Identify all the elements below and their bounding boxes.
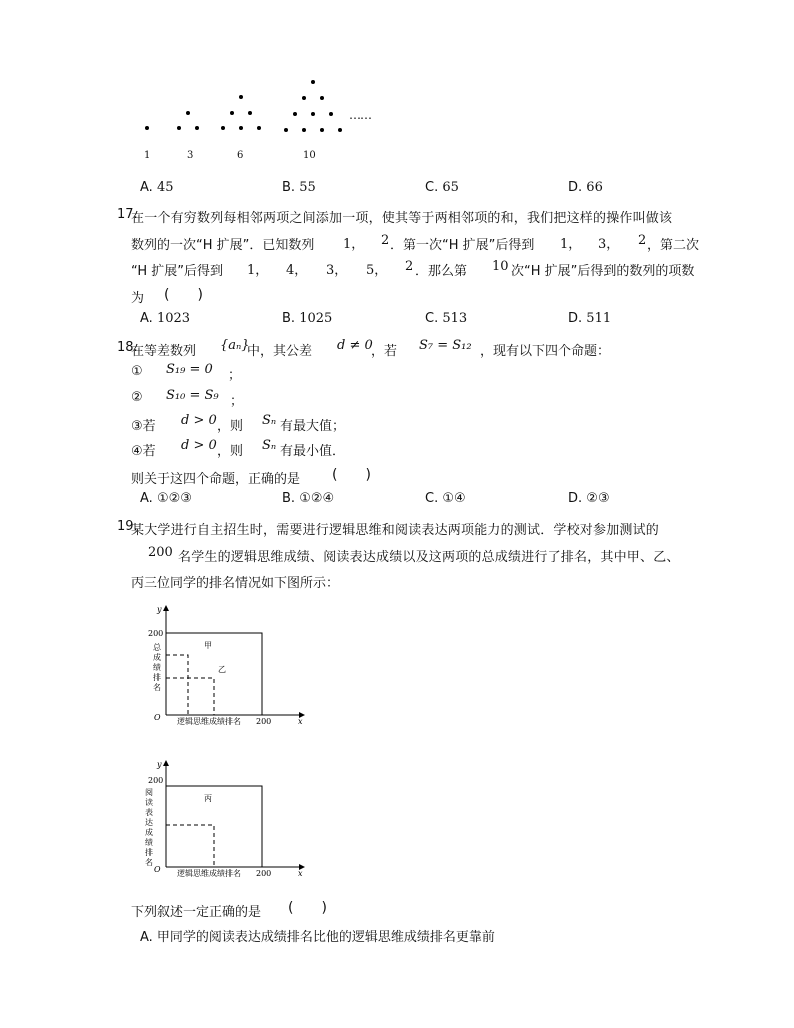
question-text: 数列的一次“H 扩展”．已知数列 xyxy=(131,238,315,253)
dot xyxy=(284,128,288,132)
question-text: 在等差数列 xyxy=(131,344,197,359)
option-a[interactable] xyxy=(140,311,190,326)
question-text: ，第二次 xyxy=(647,238,700,253)
option-letter: D. xyxy=(568,180,583,195)
question-text: 名学生的逻辑思维成绩、阅读表达成绩以及这两项的总成绩进行了排名，其中甲、乙、 xyxy=(178,550,680,565)
math-expr: Sₙ xyxy=(262,413,277,428)
question-text: ．第一次“H 扩展”后得到 xyxy=(390,238,535,253)
option-value: 45 xyxy=(156,180,174,195)
math-expr: {aₙ} xyxy=(220,338,250,353)
option-d[interactable] xyxy=(568,491,610,506)
dot xyxy=(302,128,306,132)
guide-lines-jia xyxy=(166,655,188,715)
question-text: 某大学进行自主招生时，需要进行逻辑思维和阅读表达两项能力的测试．学校对参加测试的 xyxy=(131,523,660,538)
y-label-char: 绩 xyxy=(153,663,161,672)
dot xyxy=(338,128,342,132)
dot xyxy=(239,95,243,99)
item-tail: 有最小值． xyxy=(280,444,346,459)
question-text: ．那么第 xyxy=(415,264,468,279)
option-letter: A. xyxy=(140,491,153,506)
question-number: 19. xyxy=(117,519,138,534)
seq-term: 4， xyxy=(286,263,308,278)
figure-label: 10 xyxy=(303,150,316,161)
y-axis-name: y xyxy=(157,760,162,769)
dot xyxy=(302,96,306,100)
item-tail: 有最大值； xyxy=(280,419,346,434)
option-letter: A. xyxy=(140,180,153,195)
question-text: 次“H 扩展”后得到的数列的项数 xyxy=(511,264,695,279)
math-expr: Sₙ xyxy=(262,438,277,453)
origin-label: O xyxy=(154,865,161,874)
seq-term: 1， xyxy=(343,237,365,252)
seq-term: 1， xyxy=(560,237,582,252)
option-value: 513 xyxy=(442,311,468,326)
option-c[interactable] xyxy=(425,180,459,195)
ellipsis: …… xyxy=(349,108,371,122)
x-axis-label: 逻辑思维成绩排名 xyxy=(177,869,241,878)
option-letter: D. xyxy=(568,491,583,506)
y-label-char: 表 xyxy=(145,808,153,817)
y-label-char: 排 xyxy=(153,673,161,682)
y-label-char: 排 xyxy=(145,848,153,857)
y-label-char: 名 xyxy=(145,858,153,867)
question-text: ，若 xyxy=(371,344,398,359)
figure-label: 3 xyxy=(187,150,194,161)
dot xyxy=(186,111,190,115)
option-value: 1025 xyxy=(299,311,333,326)
question-number: 17. xyxy=(117,207,138,222)
answer-paren: ( ) xyxy=(164,287,203,303)
dot xyxy=(177,126,181,130)
item-text: ，则 xyxy=(217,419,244,434)
option-a[interactable] xyxy=(140,491,192,506)
option-value: 65 xyxy=(442,180,459,195)
question-text: “H 扩展”后得到 xyxy=(131,264,223,279)
seq-term: 1， xyxy=(247,263,269,278)
math-expr: S₁₀ = S₉ xyxy=(166,388,219,403)
question-text: ，现有以下四个命题： xyxy=(480,344,611,359)
math-expr: d > 0 xyxy=(181,438,217,453)
y-label-char: 阅 xyxy=(145,788,153,797)
question-text: 中，其公差 xyxy=(247,344,313,359)
y-tick-label: 200 xyxy=(148,629,164,638)
dot xyxy=(311,80,315,84)
math-expr: S₇ = S₁₂ xyxy=(419,338,472,353)
x-axis-label: 逻辑思维成绩排名 xyxy=(177,717,241,725)
option-a[interactable]: A. 甲同学的阅读表达成绩排名比他的逻辑思维成绩排名更靠前 xyxy=(140,930,495,945)
option-c[interactable] xyxy=(425,311,467,326)
seq-term: 3， xyxy=(326,263,348,278)
math-number: 10 xyxy=(492,259,509,274)
y-label-char: 读 xyxy=(145,798,153,807)
dot xyxy=(221,126,225,130)
option-value: ②③ xyxy=(586,491,610,506)
point-label-jia: 甲 xyxy=(204,641,212,650)
y-label-char: 达 xyxy=(145,818,153,827)
option-b[interactable] xyxy=(282,311,332,326)
y-label-char: 总 xyxy=(153,643,161,652)
option-letter: C. xyxy=(425,180,439,195)
dot xyxy=(320,96,324,100)
option-b[interactable] xyxy=(282,180,316,195)
ranking-chart-total xyxy=(130,600,310,725)
y-label-char: 绩 xyxy=(145,838,153,847)
option-letter: B. xyxy=(282,311,296,326)
dot xyxy=(195,126,199,130)
dot xyxy=(248,111,252,115)
figure-label: 1 xyxy=(144,150,151,161)
question-text: 丙三位同学的排名情况如下图所示： xyxy=(131,576,340,591)
y-label-char: 名 xyxy=(153,683,161,692)
answer-paren: ( ) xyxy=(332,467,371,483)
option-letter: B. xyxy=(282,491,296,506)
dot xyxy=(320,128,324,132)
answer-paren: ( ) xyxy=(288,900,327,916)
y-label-char: 成 xyxy=(145,828,153,837)
question-text: 在一个有穷数列每相邻两项之间添加一项，使其等于两相邻项的和，我们把这样的操作叫做该 xyxy=(131,211,673,226)
dot xyxy=(239,126,243,130)
option-letter: B. xyxy=(282,180,296,195)
question-text: 下列叙述一定正确的是 xyxy=(131,905,262,920)
seq-term: 2 xyxy=(405,259,414,274)
question-number: 18. xyxy=(117,340,138,355)
option-value: ①②③ xyxy=(156,491,192,506)
item-tail: ； xyxy=(228,368,242,383)
y-axis-name: y xyxy=(157,605,162,614)
option-value: 66 xyxy=(586,180,603,195)
option-d[interactable] xyxy=(568,180,603,195)
dot xyxy=(329,112,333,116)
math-number: 200 xyxy=(148,545,173,560)
question-text: 则关于这四个命题，正确的是 xyxy=(131,472,301,487)
item-mark: ④若 xyxy=(131,444,156,459)
option-letter: D. xyxy=(568,311,583,326)
x-axis-name: x xyxy=(298,717,303,725)
option-value: 55 xyxy=(299,180,316,195)
option-value: ①②④ xyxy=(299,491,335,506)
y-label-char: 成 xyxy=(153,653,161,662)
point-label-yi: 乙 xyxy=(218,665,226,674)
item-text: ，则 xyxy=(217,444,244,459)
x-axis-name: x xyxy=(298,869,303,878)
y-tick-label: 200 xyxy=(148,776,164,785)
seq-term: 2 xyxy=(381,233,390,248)
math-expr: d > 0 xyxy=(181,413,217,428)
guide-lines-bing xyxy=(166,825,214,867)
item-mark: ② xyxy=(131,390,143,405)
item-mark: ① xyxy=(131,364,143,379)
point-label-bing: 丙 xyxy=(204,794,212,803)
item-mark: ③若 xyxy=(131,419,156,434)
option-letter: C. xyxy=(425,491,439,506)
option-letter: C. xyxy=(425,311,439,326)
dot xyxy=(145,126,149,130)
figure-label: 6 xyxy=(237,150,244,161)
seq-term: 2 xyxy=(638,233,647,248)
option-a[interactable] xyxy=(140,180,173,195)
option-value: 511 xyxy=(586,311,612,326)
seq-term: 3， xyxy=(598,237,620,252)
dot xyxy=(230,111,234,115)
dot xyxy=(293,112,297,116)
x-tick-label: 200 xyxy=(256,717,272,725)
guide-lines-yi xyxy=(166,678,214,715)
x-tick-label: 200 xyxy=(256,869,272,878)
origin-label: O xyxy=(154,713,161,722)
option-value: 1023 xyxy=(156,311,191,326)
seq-term: 5， xyxy=(366,263,388,278)
option-b[interactable] xyxy=(282,491,334,506)
dot xyxy=(257,126,261,130)
ranking-chart-reading xyxy=(130,755,310,880)
option-c[interactable] xyxy=(425,491,466,506)
option-letter: A. xyxy=(140,311,153,326)
math-expr: d ≠ 0 xyxy=(337,338,373,353)
math-expr: S₁₉ = 0 xyxy=(166,362,213,377)
option-value: ①④ xyxy=(442,491,466,506)
item-tail: ； xyxy=(230,394,244,409)
question-text: 为 xyxy=(131,291,145,306)
option-d[interactable] xyxy=(568,311,611,326)
dot xyxy=(311,112,315,116)
